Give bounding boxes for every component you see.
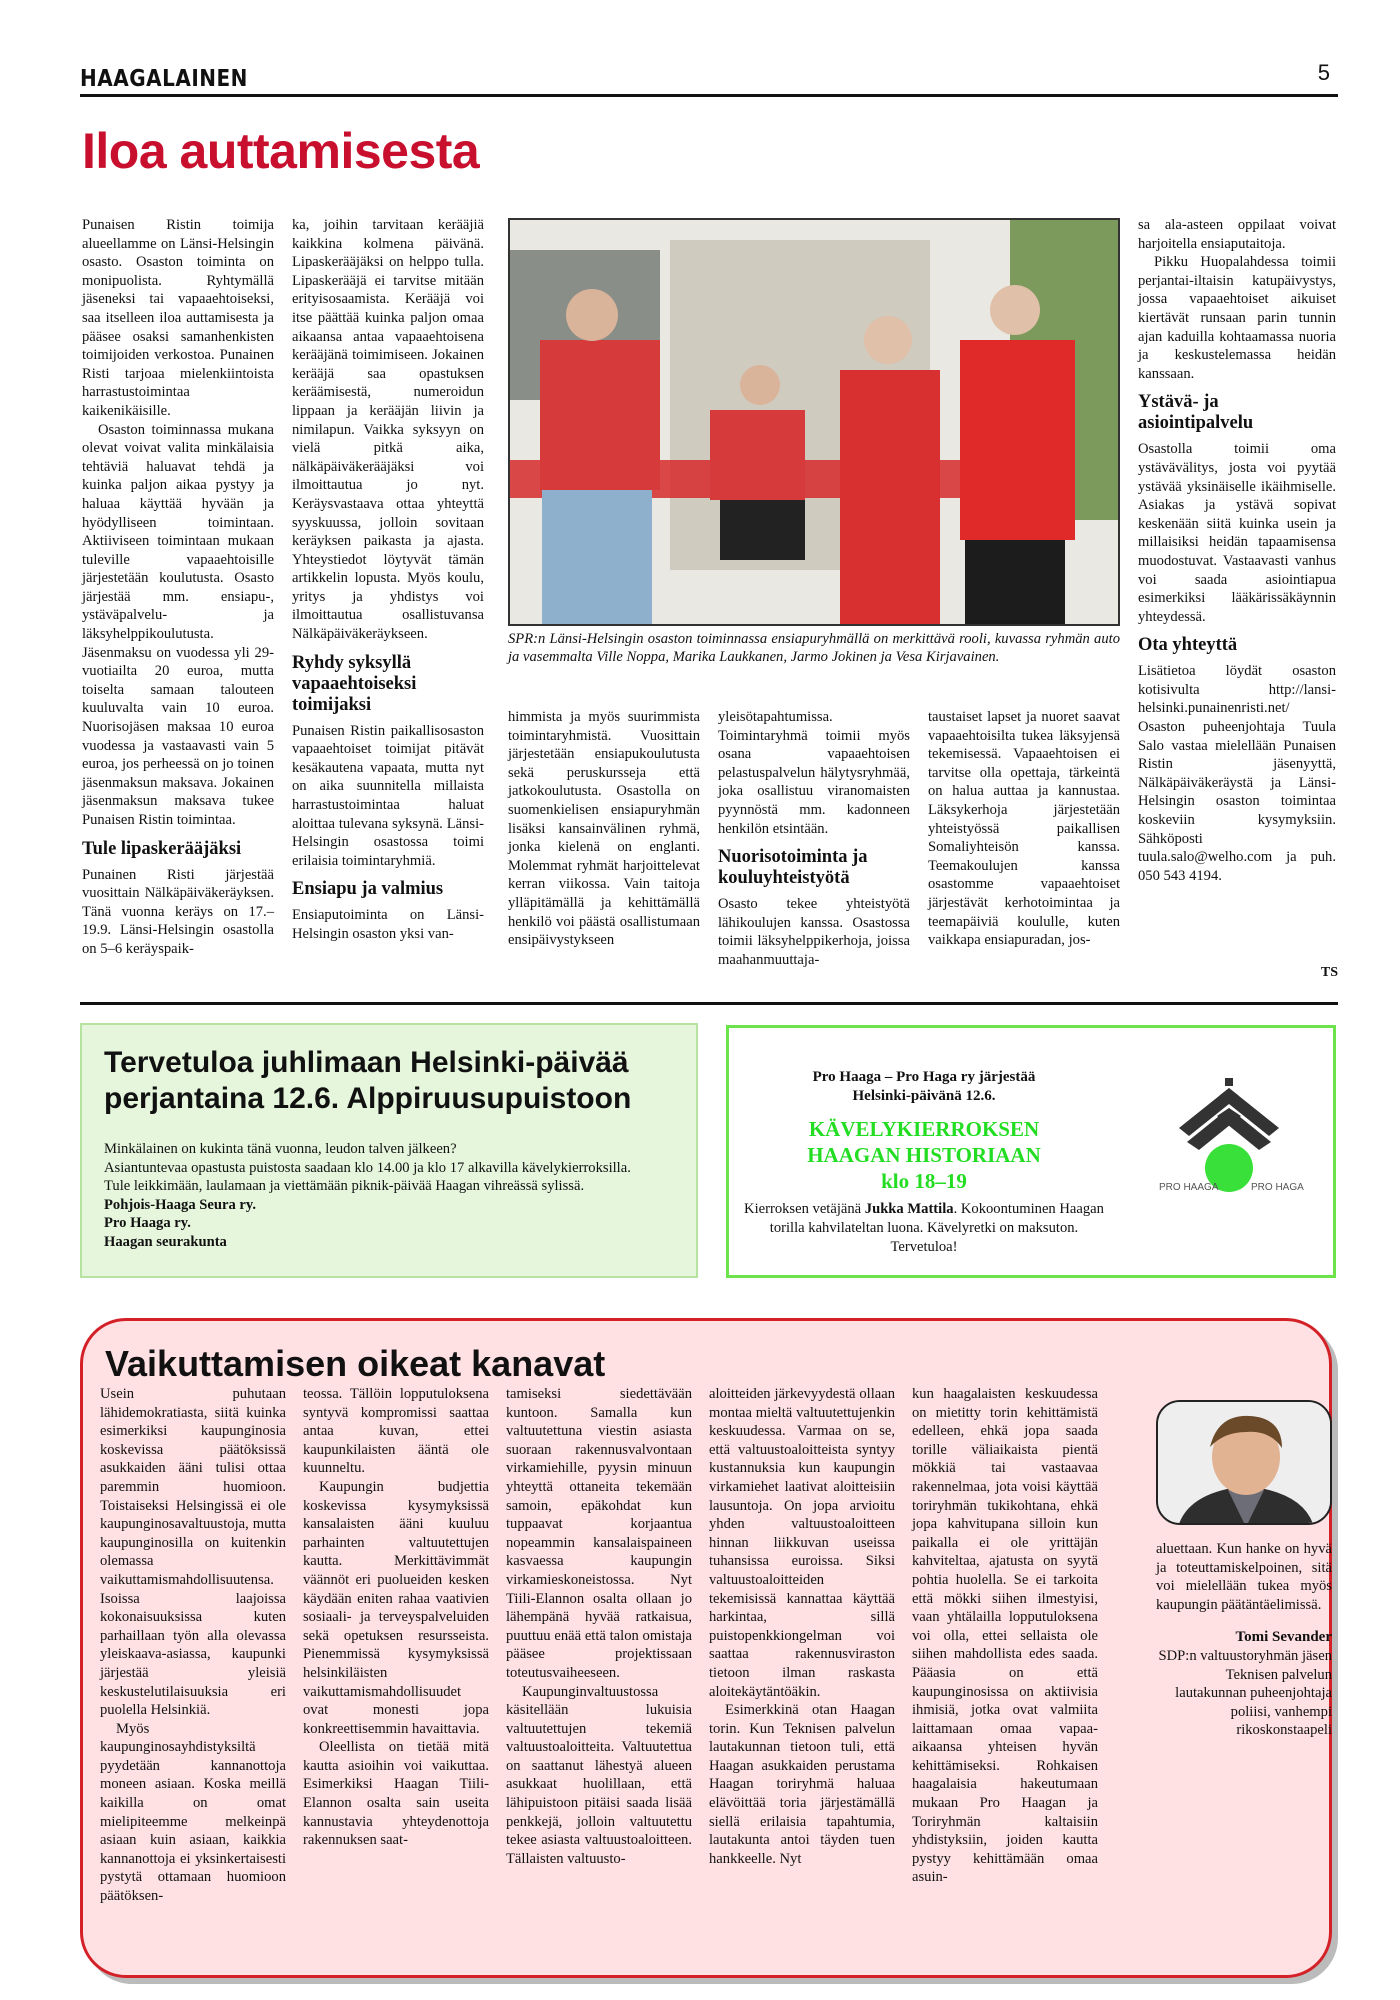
paragraph: Osastolla toimii oma ystävävälitys, josta voi pyytää ystävää yksinäiselle ikäihmiselle. Asiakas ja ystävä sopivat keskenään siitä kuinka usein ja millaisiksi heidän tapaamisensa muodostuvat. Vastaavasti vanhus voi saada asiointiapua esimerkiksi lääkärissäkäynnin yhteydessä. bbox=[1138, 441, 1336, 625]
article-column-3 bbox=[508, 708, 700, 950]
red-cross-team-photo bbox=[508, 218, 1120, 626]
paragraph: sa ala-asteen oppilaat voivat harjoitella ensiaputaitoja. bbox=[1138, 217, 1336, 252]
page-number: 5 bbox=[1317, 60, 1330, 85]
author-title: poliisi, vanhempi rikoskonstaapeli bbox=[1230, 1703, 1332, 1739]
paragraph: Osasto tekee yhteistyötä lähikoulujen kanssa. Osastossa toimii läksyhelppikerhoja, joissa maahanmuuttaja- bbox=[718, 896, 910, 968]
svg-text:PRO HAAGA: PRO HAAGA bbox=[1159, 1182, 1219, 1193]
author-portrait bbox=[1156, 1400, 1332, 1525]
organizer: Pohjois-Haaga Seura ry. bbox=[104, 1196, 257, 1213]
author-title: SDP:n valtuustoryhmän jäsen bbox=[1158, 1647, 1332, 1664]
helsinki-day-notice bbox=[80, 1023, 698, 1278]
paragraph: himmista ja myös suurimmista toimintaryhmistä. Vuosittain järjestetään ensiapukoulutusta sekä peruskursseja että jatkokoulutusta. Osastolla on suomenkielisen ensiapuryhmän lisäksi kansainvälinen ryhmä, jonka kielenä on englanti. Molemmat ryhmät harjoittelevat kerran viikossa. Vain taitoja ylläpitämällä ja kehittämällä henkilö voi päästä osallistumaan ensipäivystykseen bbox=[508, 709, 700, 949]
article-column-5 bbox=[928, 708, 1120, 950]
paragraph: Punaisen Ristin toimija alueellamme on Länsi-Helsingin osasto. Osaston toiminta on monipuolista. Ryhtymällä jäseneksi tai vapaaehtoiseksi, saa itselleen iloa auttamisesta ja pääsee osaksi samanhenkisten toimijoiden verkostoa. Punainen Risti tarjoaa mielenkiintoista harrastustoimintaa kaikenikäisille. bbox=[82, 217, 274, 419]
author-photo-illustration bbox=[1158, 1402, 1332, 1525]
opinion-column-4: aloitteiden järkevyydestä ollaan montaa mieltä valtuutettujenkin keskuudessa. Varmaa on se, että valtuustoaloitteista syntyy kustannuksia kun kaupungin virkamiehet laativat aloitteisiin lausuntoja. On jopa arvioitu yhden valtuustoaloitteen hinnan liikkuvan useissa tuhansissa euroissa. Siksi valtuustoaloitteiden tekemisissä kannattaa käyttää harkintaa, sillä puistopenkkiongelman voi saattaa rakennusviraston tietoon ilman raskasta aloitekäytäntöäkin. Esimerkkinä otan Haagan torin. Kun Teknisen palvelun lautakunnan tietoon tuli, että Haagan asukkaiden perustama Haagan toriryhmä haluaa elävöittää toria järjestämällä siellä erilaisia tapahtumia, lautakunta antoi täyden tuen hankkeelle. Nyt bbox=[709, 1386, 895, 1867]
author-name: Tomi Sevander bbox=[1235, 1629, 1332, 1646]
subheading-ystava: Ystävä- ja asiointipalvelu bbox=[1138, 392, 1254, 434]
subheading-nuoriso: Nuorisotoiminta ja kouluyhteistyötä bbox=[718, 847, 868, 889]
photo-caption: SPR:n Länsi-Helsingin osaston toiminnassa ensiapuryhmällä on merkittävä rooli, kuvassa ryhmän auto ja vasemmalta Ville Noppa, Marika Laukkanen, Jarmo Jokinen ja Vesa Kirjavainen. bbox=[508, 631, 1120, 665]
svg-text:PRO HAGA: PRO HAGA bbox=[1251, 1182, 1304, 1193]
article-column-2 bbox=[292, 216, 484, 944]
paragraph: Punaisen Ristin paikallisosaston vapaaehtoiset toimijat pitävät kesäkautena vapaata, mutta nyt on aika suunnitella millaista harrastustoimintaa haluat aloittaa tulevana syksynä. Länsi-Helsingin osastossa toimi erilaisia toimintaryhmiä. bbox=[292, 722, 484, 869]
article-column-1 bbox=[82, 216, 274, 959]
paragraph: ka, joihin tarvitaan kerääjiä kaikkina kolmena päivänä. Lipaskerääjäksi on helppo tulla. Lipaskerääjä ei tarvitse mitään erityisosaamista. Kerääjä voi itse päättää kuinka paljon omaa aikaansa antaa vapaaehtoisena kerääjänä toimimiseen. Jokainen kerääjä saa opastuksen keräämisestä, numeroidun lippaan ja kerääjän liivin ja nimilapun. Vaikka syksyyn on vielä pitkä aika, nälkäpäiväkerääjäksi voi ilmoittautua jo nyt. Keräysvastaava ottaa yhteyttä syyskuussa, jolloin sovitaan keräyksen paikasta ja ajasta. Yhteystiedot löytyvät tämän artikkelin lopusta. Myös koulu, yritys ja yhdistys voi ilmoittautua osallistuvansa Nälkäpäiväkeräykseen. bbox=[292, 217, 484, 643]
subheading-ensiapu: Ensiapu ja valmius bbox=[292, 879, 444, 900]
ad-highlight: KÄVELYKIERROKSEN HAAGAN HISTORIAAN klo 18–19 bbox=[807, 1117, 1041, 1193]
section-rule bbox=[80, 1002, 1338, 1005]
article-column-6 bbox=[1138, 216, 1336, 885]
paragraph: Punainen Risti järjestää vuosittain Nälkäpäiväkeräyksen. Tänä vuonna keräys on 17.–19.9. Länsi-Helsingin osastolla on 5–6 keräyspaik- bbox=[82, 866, 274, 957]
pro-haaga-logo bbox=[1129, 1068, 1329, 1218]
subheading-lipas: Tule lipaskerääjäksi bbox=[82, 838, 242, 859]
opinion-column-6: aluettaan. Kun hanke on hyvä ja toteuttamiskelpoinen, sitä voi mielellään tukea myös kaupungin päätäntäelimissä. Tomi Sevander SDP:n valtuustoryhmän jäsen Teknisen palvelun lautakunnan puheenjohtaja poliisi, vanhempi rikoskonstaapeli bbox=[1156, 1541, 1332, 1739]
article-column-4 bbox=[718, 708, 910, 970]
contact-paragraph: Lisätietoa löydät osaston kotisivulta http://lansi-helsinki.punainenristi.net/ Osaston puheenjohtaja Tuula Salo vastaa mielellään Punaisen Ristin jäsenyyttä, Nälkäpäiväkeräystä ja Länsi-Helsingin osaston toimintaa koskeviin kysymyksiin. Sähköposti tuula.salo@welho.com ja puh. 050 543 4194. bbox=[1138, 663, 1336, 884]
paragraph: Ensiaputoiminta on Länsi-Helsingin osaston yksi van- bbox=[292, 907, 484, 942]
pro-haaga-logo-icon bbox=[1129, 1068, 1329, 1218]
author-byline bbox=[1156, 1628, 1332, 1740]
notice-body: Minkälainen on kukinta tänä vuonna, leudon talven jälkeen? Asiantuntevaa opastusta puistosta saadaan klo 14.00 ja klo 17 alkavilla kävelykierroksilla. Tule leikkimään, laulamaan ja viettämään piknik-päivää Haagan vihreässä sylissä. Pohjois-Haaga Seura ry. Pro Haaga ry. Haagan seurakunta bbox=[104, 1140, 694, 1252]
paragraph: taustaiset lapset ja nuoret saavat vapaaehtoisilta tukea läksyjensä tekemisessä. Vapaaehtoisen ei tarvitse olla opettaja, tärkeintä on halua auttaa ja kannustaa. Läksykerhoja järjestetään yhteistyössä paikallisen Somaliyhteisön kanssa. Teemakoulujen kanssa osastomme vapaaehtoiset järjestävät kerhotoimintaa ja teemapäiviä koululle, kuten vaikkapa ensiapuradan, jos- bbox=[928, 709, 1120, 949]
opinion-column-2: teossa. Tällöin lopputuloksena syntyvä kompromissi saattaa antaa kuvan, ettei kaupunkilaisten ääntä ole kuunneltu. Kaupungin budjettia koskevissa kysymyksissä kansalaisten ääni kuuluu parhainten valtuutettujen kautta. Merkittävimmät väännöt eri puolueiden kesken käydään eniten rahaa vaativien sosiaali- ja terveyspalveluiden sekä opetuksen resursseista. Pienemmissä kysymyksissä helsinkiläisten vaikuttamismahdollisuudet ovat monesti jopa konkreettisemmin havaittavia. Oleellista on tietää mitä kautta asioihin voi vaikuttaa. Esimerkiksi Haagan Tiili-Elannon osalta sain useita kannustavia yhteydenottoja rakennuksen saat- bbox=[303, 1386, 489, 1849]
header-rule bbox=[80, 94, 1338, 97]
organizer: Pro Haaga ry. bbox=[104, 1215, 191, 1232]
opinion-column-3: tamiseksi siedettävään kuntoon. Samalla kun valtuutettuna viestin asiasta suoraan rakennusvalvontaan virkamiehille, pyysin minuun yhteyttä ottaneita tekemään samoin, epäkohdat kun tuppaavat korjaantua nopeammin kansalaispaineen kasvaessa kaupungin virkamieskoneistossa. Nyt Tiili-Elannon osalta ollaan jo lähempänä hyvää ratkaisua, puuttuu enää että talon omistaja pääsee projektissaan toteutusvaiheeseen. Kaupunginvaltuustossa käsitellään lukuisia valtuutettujen tekemiä valtuustoaloitteita. Valtuutettua on saattanut lähestyä alueen asukkaat huolillaan, että lähipuistoon pitäisi saada lisää penkkejä, jolloin valtuutettu tekee asiasta valtuustoaloitteen. Tällaisten valtuusto- bbox=[506, 1386, 692, 1867]
subheading-ryhdy: Ryhdy syksyllä vapaaehtoiseksi toimijaksi bbox=[292, 652, 417, 715]
pro-haaga-walking-tour-ad bbox=[726, 1025, 1336, 1278]
opinion-column-1: Usein puhutaan lähidemokratiasta, siitä kuinka esimerkiksi kaupunginosia koskevissa päätöksissä asukkaiden ääni tulisi ottaa paremmin huomioon. Toistaiseksi Helsingissä ei ole kaupunginosavaltuustoja, mutta kaupunginosilla on kuitenkin olemassa vaikuttamismahdollisuutensa. Isoissa laajoissa kokonaisuuksissa kuten parhaillaan työn alla olevassa yleiskaava-asiassa, kaupunki järjestää yleisiä keskustelutilaisuuksia eri puolella Helsinkiä. Myös kaupunginosayhdistyksiltä pyydetään kannanottoja moneen asiaan. Koska meillä kaikilla on omat mielipiteemme melkeinpä asiaan kuin asiaan, kaikkia kannanottoja ei yksinkertaisesti pystytä ottamaan huomioon päätöksen- bbox=[100, 1386, 286, 1905]
paragraph: yleisötapahtumissa. Toimintaryhmä toimii myös osana vapaaehtoisen pelastuspalvelun hälytysryhmää, joka osallistuu viranomaisten pyynnöstä mm. kadonneen henkilön etsintään. bbox=[718, 709, 910, 837]
article-headline: Iloa auttamisesta bbox=[82, 123, 480, 179]
masthead: HAAGALAINEN bbox=[80, 64, 248, 92]
opinion-headline: Vaikuttamisen oikeat kanavat bbox=[105, 1343, 606, 1384]
subheading-ota-yhteytta: Ota yhteyttä bbox=[1138, 635, 1238, 656]
ad-text: Pro Haaga – Pro Haga ry järjestää Helsinki-päivänä 12.6. KÄVELYKIERROKSEN HAAGAN HISTORIAAN klo 18–19 Kierroksen vetäjänä Jukka Mattila. Kokoontuminen Haagan torilla kahvilateltan luona. Kävelyretki on maksuton. Tervetuloa! bbox=[739, 1068, 1109, 1257]
author-signature: TS bbox=[1320, 965, 1338, 980]
ambulance-photo-illustration bbox=[510, 220, 1120, 626]
notice-title: Tervetuloa juhlimaan Helsinki-päivää perjantaina 12.6. Alppiruusupuistoon bbox=[104, 1046, 632, 1115]
paragraph: Osaston toiminnassa mukana olevat voivat valita minkälaisia tehtäviä haluavat tehdä ja kuinka paljon aikaa pystyy ja haluaa käyttää hyvään ja hyödylliseen toimintaan. Aktiiviseen toimintaan mukaan tuleville vapaaehtoisille järjestetään koulutusta. Osasto järjestää mm. ensiapu-, ystäväpalvelu- ja läksyhelppikoulutusta. Jäsenmaksu on vuodessa yli 29-vuotiailta 20 euroa, mutta toiselta samaan talouteen kuuluvalta vain 10 euroa. Nuorisojäsen maksaa 10 euroa vuodessa ja vastaavasti vain 5 euroa, jos perheessä on jo toinen jäsenmaksun maksava. Jokainen jäsenmaksun maksava tukee Punaisen Ristin toimintaa. bbox=[82, 421, 274, 828]
paragraph: Pikku Huopalahdessa toimii perjantai-iltaisin katupäivystys, jossa vapaaehtoiset aikuiset kiertävät runsaan parin tunnin ajan kaduilla kohtaamassa nuoria ja keskustelemassa heidän kanssaan. bbox=[1138, 254, 1336, 382]
organizer: Haagan seurakunta bbox=[104, 1233, 227, 1250]
ad-note: Kierroksen vetäjänä Jukka Mattila. Kokoontuminen Haagan torilla kahvilateltan luona. Kävelyretki on maksuton. Tervetuloa! bbox=[744, 1201, 1104, 1255]
author-title: Teknisen palvelun lautakunnan puheenjohtaja bbox=[1175, 1666, 1332, 1702]
opinion-column-5: kun haagalaisten keskuudessa on mietitty torin kehittämistä edelleen, ehkä jopa saada torille väliaikaista pientä mökkiä tai vastaavaa rakennelmaa, jota voisi käyttää toriryhmän tukikohtana, ehkä jopa kahvitupana silloin kun paikalla ei ole yrittäjän kahviteltaa, ajatusta on syytä pohtia huolella. Se ei tarkoita että mökki siihen ilmestyisi, vaan yhtälailla lopputuloksena voi olla, ettei sellaista ole siihen mahdollista edes saada. Pääasia on että kaupunginosissa on aktiivisia ihmisiä, jotka ovat valmiita laittamaan omaa vapaa-aikaansa yhteisen hyvän kehittämiseksi. Rohkaisen haagalaisia hakeutumaan mukaan Pro Haagan ja Toriryhmän kaltaisiin yhdistyksiin, joiden kautta pystyy kehittämään omaa asuin- bbox=[912, 1386, 1098, 1886]
